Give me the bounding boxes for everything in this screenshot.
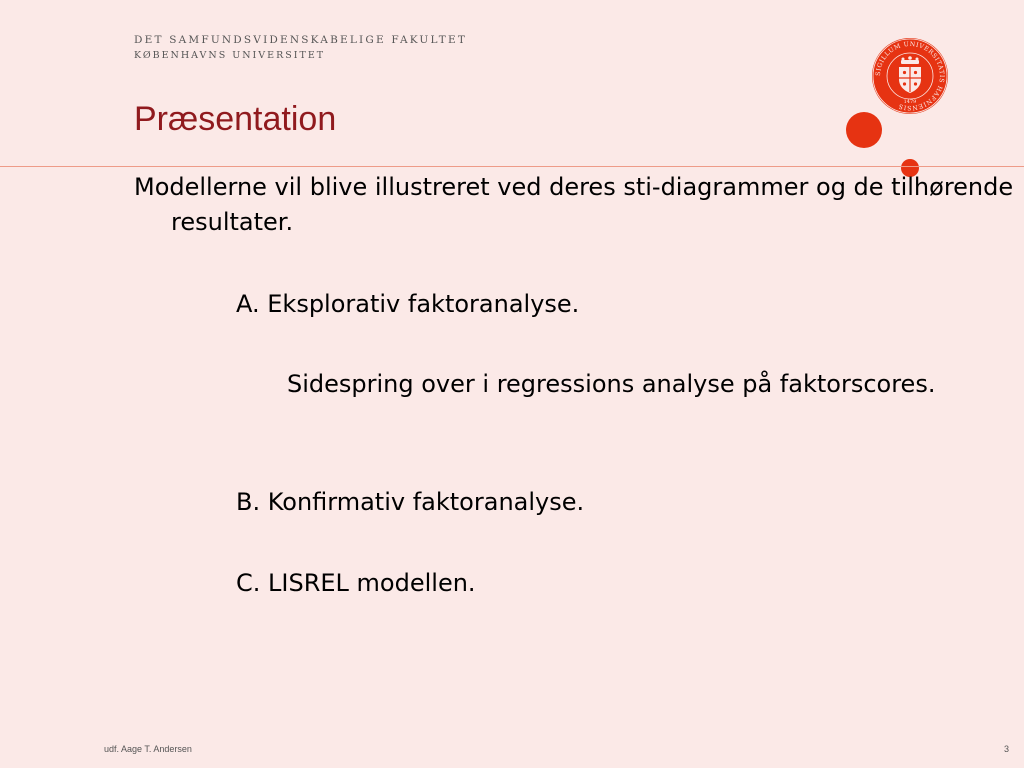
seal-text: SIGILLUM UNIVERSITATIS HAFNIENSIS [874,40,946,112]
sidespring-note: Sidespring over i regressions analyse på faktorscores. [287,370,936,398]
header-divider [0,166,1024,167]
seal-year: 1479 [903,99,917,105]
intro-paragraph: Modellerne vil blive illustreret ved deres sti-diagrammer og de tilhørende resultater. [134,173,1014,236]
footer-author: udf. Aage T. Andersen [104,744,192,754]
university-seal-icon [870,36,950,116]
university-name: KØBENHAVNS UNIVERSITET [134,50,326,61]
decorative-dot-large [846,112,882,148]
list-item-a: A. Eksplorativ faktoranalyse. [236,290,580,318]
faculty-name: DET SAMFUNDSVIDENSKABELIGE FAKULTET [134,34,468,46]
list-item-c: C. LISREL modellen. [236,569,476,597]
page-number: 3 [1004,744,1010,754]
list-item-b: B. Konfirmativ faktoranalyse. [236,488,585,516]
slide-title: Præsentation [134,100,337,138]
